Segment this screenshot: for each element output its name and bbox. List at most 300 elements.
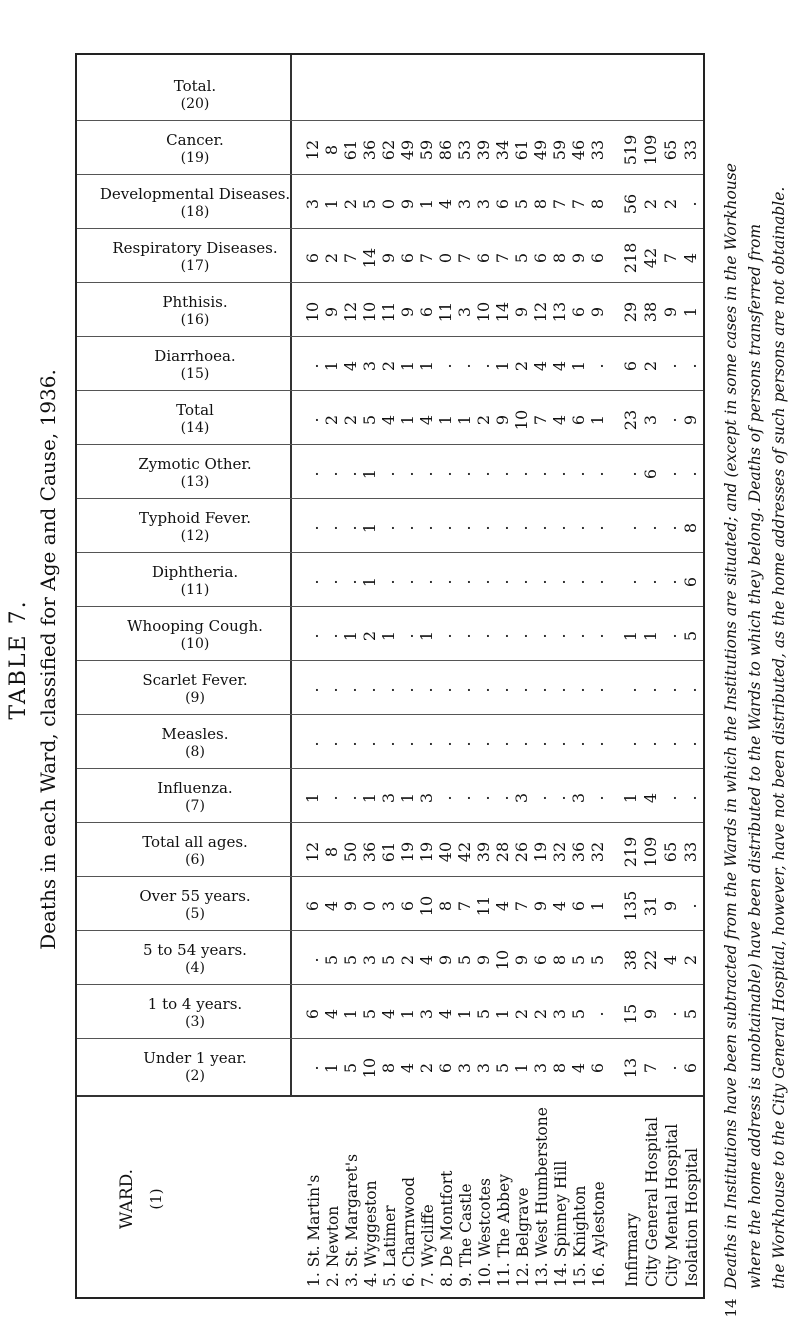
column-header	[83, 885, 288, 925]
table-cell: 4	[569, 1062, 588, 1074]
table-cell: 12	[531, 301, 550, 323]
table-cell: 6	[569, 900, 588, 912]
column-header-label: Whooping Cough.	[127, 617, 263, 635]
table-cell: 1	[322, 360, 341, 372]
table-cell: 0	[436, 252, 455, 264]
column-rule	[77, 390, 703, 391]
table-cell: 8	[322, 144, 341, 156]
column-header-text	[95, 401, 295, 437]
table-cell: 1	[322, 1062, 341, 1074]
column-header-text	[95, 509, 295, 545]
table-cell: .	[661, 363, 680, 369]
table-cell: 3	[417, 1008, 436, 1020]
table-cell: .	[569, 741, 588, 747]
table-cell: 1	[512, 1062, 531, 1074]
table-cell: 3	[550, 1008, 569, 1020]
column-rule	[77, 660, 703, 661]
table-cell: .	[550, 795, 569, 801]
table-cell: 6	[398, 252, 417, 264]
table-cell: .	[569, 579, 588, 585]
table-cell: .	[621, 579, 640, 585]
column-header-num: (5)	[185, 906, 205, 922]
table-cell: 4	[661, 954, 680, 966]
table-cell: 12	[303, 841, 322, 863]
table-cell: .	[512, 741, 531, 747]
table-cell: .	[681, 795, 700, 801]
table-cell: .	[398, 687, 417, 693]
table-cell: .	[379, 471, 398, 477]
table-cell: 10	[360, 301, 379, 323]
table-cell: .	[474, 579, 493, 585]
table-cell: 8	[588, 198, 607, 210]
table-cell: 3	[417, 792, 436, 804]
table-cell: 5	[681, 630, 700, 642]
table-cell: .	[341, 471, 360, 477]
table-cell: 36	[569, 841, 588, 863]
table-cell: 7	[417, 252, 436, 264]
table-cell: .	[681, 201, 700, 207]
column-header-text	[95, 347, 295, 383]
column-header-num: (16)	[180, 312, 210, 328]
table-cell: 4	[379, 414, 398, 426]
table-cell: .	[493, 633, 512, 639]
table-cell: .	[569, 633, 588, 639]
table-cell: 8	[379, 1062, 398, 1074]
column-header-num: (14)	[180, 420, 210, 436]
column-header-num: (4)	[185, 960, 205, 976]
table-cell: 65	[661, 841, 680, 863]
table-cell: .	[436, 741, 455, 747]
table-cell: 4	[531, 360, 550, 372]
table-cell: 8	[550, 1062, 569, 1074]
table-cell: .	[531, 741, 550, 747]
column-rule	[77, 822, 703, 823]
table-cell: 6	[588, 252, 607, 264]
table-cell: 6	[588, 1062, 607, 1074]
row-label: 6. Charnwood	[400, 1176, 418, 1287]
column-header-label: 1 to 4 years.	[147, 995, 243, 1013]
table-cell: .	[303, 633, 322, 639]
table-cell: .	[621, 525, 640, 531]
table-cell: .	[398, 579, 417, 585]
table-cell: 9	[379, 252, 398, 264]
column-header-num: (7)	[185, 798, 205, 814]
table-cell: .	[322, 579, 341, 585]
table-cell: 4	[398, 1062, 417, 1074]
column-header-label: Total	[176, 401, 214, 419]
table-cell: .	[531, 795, 550, 801]
column-header-num: (18)	[180, 204, 210, 220]
table-cell: .	[588, 741, 607, 747]
table-cell: .	[512, 579, 531, 585]
table-cell: 33	[588, 139, 607, 161]
table-cell: 8	[681, 522, 700, 534]
table-cell: .	[493, 525, 512, 531]
table-cell: 61	[512, 139, 531, 161]
table-cell: .	[303, 417, 322, 423]
table-cell: .	[569, 687, 588, 693]
column-header	[83, 453, 288, 493]
table-cell: .	[681, 741, 700, 747]
table-cell: .	[303, 1065, 322, 1071]
table-cell: .	[512, 525, 531, 531]
table-cell: 5	[569, 1008, 588, 1020]
table-cell: 9	[661, 306, 680, 318]
row-label: City Mental Hospital	[663, 1123, 681, 1287]
table-cell: 65	[661, 139, 680, 161]
table-cell: .	[379, 579, 398, 585]
column-rule	[77, 714, 703, 715]
table-cell: .	[681, 903, 700, 909]
table-cell: .	[417, 579, 436, 585]
row-label: 14. Spinney Hill	[552, 1160, 570, 1287]
table-cell: .	[588, 633, 607, 639]
table-cell: 61	[341, 139, 360, 161]
table-cell: 19	[417, 841, 436, 863]
table-cell: 8	[550, 954, 569, 966]
table-cell: .	[379, 687, 398, 693]
table-cell: .	[360, 687, 379, 693]
table-cell: 1	[641, 630, 660, 642]
table-cell: 1	[360, 576, 379, 588]
table-cell: 7	[531, 414, 550, 426]
column-header	[83, 75, 288, 115]
column-rule	[77, 336, 703, 337]
row-label: 13. West Humberstone	[533, 1107, 551, 1287]
column-header	[83, 723, 288, 763]
table-cell: 56	[621, 193, 640, 215]
table-cell: 2	[661, 198, 680, 210]
table-cell: 2	[512, 1008, 531, 1020]
table-cell: 4	[550, 360, 569, 372]
table-cell: .	[493, 579, 512, 585]
table-cell: 6	[641, 468, 660, 480]
table-cell: .	[341, 525, 360, 531]
table-cell: .	[661, 525, 680, 531]
table-cell: 6	[681, 576, 700, 588]
table-cell: 3	[379, 792, 398, 804]
table-cell: .	[588, 525, 607, 531]
table-cell: 36	[360, 841, 379, 863]
table-cell: 1	[588, 900, 607, 912]
column-header-num: (9)	[185, 690, 205, 706]
table-cell: 5	[493, 1062, 512, 1074]
table-cell: .	[322, 471, 341, 477]
column-rule	[77, 552, 703, 553]
row-label: Infirmary	[623, 1213, 641, 1287]
table-cell: 1	[436, 414, 455, 426]
table-cell: .	[588, 471, 607, 477]
table-cell: 49	[531, 139, 550, 161]
row-label: 12. Belgrave	[514, 1187, 532, 1287]
table-cell: .	[303, 957, 322, 963]
column-rule	[77, 228, 703, 229]
table-cell: 26	[512, 841, 531, 863]
column-header-num: (15)	[180, 366, 210, 382]
table-cell: 42	[455, 841, 474, 863]
table-cell: 109	[641, 134, 660, 166]
table-cell: .	[436, 633, 455, 639]
ward-header-label: WARD.	[117, 1168, 137, 1230]
table-cell: .	[550, 741, 569, 747]
table-cell: 8	[322, 846, 341, 858]
column-header-text	[95, 779, 295, 815]
table-cell: 218	[621, 242, 640, 274]
table-cell: 1	[398, 792, 417, 804]
column-header-text	[95, 239, 295, 275]
table-cell: 13	[621, 1057, 640, 1079]
table-cell: 31	[641, 895, 660, 917]
table-cell: .	[641, 525, 660, 531]
column-header-label: Developmental Diseases.	[99, 185, 291, 203]
table-cell: .	[474, 471, 493, 477]
table-cell: 4	[417, 414, 436, 426]
table-cell: 219	[621, 836, 640, 868]
table-cell: .	[455, 471, 474, 477]
table-cell: 33	[681, 841, 700, 863]
table-cell: .	[493, 795, 512, 801]
table-cell: 5	[341, 954, 360, 966]
column-header-label: Cancer.	[166, 131, 224, 149]
table-cell: .	[661, 633, 680, 639]
table-cell: 6	[621, 360, 640, 372]
table-cell: .	[341, 579, 360, 585]
column-header	[83, 291, 288, 331]
table-cell: 8	[550, 252, 569, 264]
column-header	[83, 615, 288, 655]
column-header	[83, 939, 288, 979]
column-header-num: (17)	[180, 258, 210, 274]
table-cell: .	[436, 525, 455, 531]
table-cell: .	[531, 633, 550, 639]
table-cell: 109	[641, 836, 660, 868]
table-cell: .	[569, 471, 588, 477]
column-rule	[77, 984, 703, 985]
table-cell: .	[303, 579, 322, 585]
table-cell: 5	[322, 954, 341, 966]
column-header	[83, 669, 288, 709]
table-cell: 4	[341, 360, 360, 372]
table-cell: .	[455, 525, 474, 531]
table-cell: .	[436, 471, 455, 477]
table-cell: 5	[588, 954, 607, 966]
table-cell: 5	[455, 954, 474, 966]
table-cell: 7	[641, 1062, 660, 1074]
column-header-text	[95, 725, 295, 761]
ward-header-num: (1)	[147, 1188, 165, 1210]
table-cell: 46	[569, 139, 588, 161]
table-cell: 59	[417, 139, 436, 161]
table-cell: 1	[398, 1008, 417, 1020]
table-cell: .	[474, 741, 493, 747]
column-header-label: Over 55 years.	[139, 887, 251, 905]
table-cell: 6	[398, 900, 417, 912]
table-cell: 14	[493, 301, 512, 323]
table-cell: .	[303, 525, 322, 531]
row-label: 2. Newton	[324, 1205, 342, 1287]
table-cell: 11	[474, 895, 493, 917]
row-label: 3. St. Margaret's	[343, 1153, 361, 1287]
column-header-text	[95, 833, 295, 869]
table-cell: .	[661, 741, 680, 747]
column-header	[83, 831, 288, 871]
table-cell: 4	[550, 414, 569, 426]
table-cell: .	[398, 471, 417, 477]
column-header	[83, 399, 288, 439]
table-cell: 3	[531, 1062, 550, 1074]
table-cell: .	[398, 633, 417, 639]
table-cell: 519	[621, 134, 640, 166]
table-cell: .	[621, 687, 640, 693]
table-cell: 6	[417, 306, 436, 318]
table-cell: 33	[681, 139, 700, 161]
table-cell: 1	[360, 792, 379, 804]
table-cell: .	[322, 633, 341, 639]
row-label: 7. Wycliffe	[419, 1204, 437, 1287]
table-cell: .	[550, 633, 569, 639]
table-cell: 4	[379, 1008, 398, 1020]
table-cell: .	[621, 741, 640, 747]
column-header-label: Influenza.	[157, 779, 233, 797]
table-cell: 1	[681, 306, 700, 318]
table-cell: 2	[360, 630, 379, 642]
table-cell: 23	[621, 409, 640, 431]
column-header-label: 5 to 54 years.	[143, 941, 247, 959]
column-header-label: Typhoid Fever.	[138, 509, 252, 527]
column-rule	[77, 768, 703, 769]
table-cell: 3	[360, 954, 379, 966]
table-cell: 7	[569, 198, 588, 210]
table-cell: 50	[341, 841, 360, 863]
table-cell: 135	[621, 890, 640, 922]
table-cell: 9	[681, 414, 700, 426]
table-cell: .	[455, 363, 474, 369]
table-cell: 6	[303, 1008, 322, 1020]
column-header-label: Diarrhoea.	[154, 347, 236, 365]
column-rule	[77, 1038, 703, 1039]
footnote-line: Deaths in Institutions have been subtracted from the Wards in which the Institutions are situated; and (except in some cases in the Workhouse	[722, 163, 740, 1289]
table-cell: 4	[550, 900, 569, 912]
table-cell: 10	[493, 949, 512, 971]
table-cell: .	[360, 741, 379, 747]
table-cell: 6	[474, 252, 493, 264]
table-cell: 12	[341, 301, 360, 323]
table-cell: 11	[379, 301, 398, 323]
table-cell: 6	[531, 954, 550, 966]
table-cell: 9	[322, 306, 341, 318]
column-header	[83, 345, 288, 385]
table-cell: 29	[621, 301, 640, 323]
table-cell: 1	[360, 468, 379, 480]
table-cell: 3	[360, 360, 379, 372]
column-header-num: (3)	[185, 1014, 205, 1030]
column-header-num: (10)	[180, 636, 210, 652]
column-header-num: (20)	[180, 96, 210, 112]
table-cell: 7	[455, 900, 474, 912]
column-header-label: Total.	[173, 77, 217, 95]
table-cell: 36	[360, 139, 379, 161]
table-cell: 9	[569, 252, 588, 264]
table-number: TABLE 7.	[6, 599, 31, 720]
table-cell: .	[588, 687, 607, 693]
table-cell: .	[436, 687, 455, 693]
table-cell: 1	[398, 360, 417, 372]
table-cell: .	[641, 687, 660, 693]
column-rule	[77, 606, 703, 607]
column-header-label: Diphtheria.	[151, 563, 239, 581]
table-cell: 9	[341, 900, 360, 912]
table-cell: 2	[322, 252, 341, 264]
table-cell: .	[417, 741, 436, 747]
table-cell: 32	[588, 841, 607, 863]
table-cell: 9	[493, 414, 512, 426]
table-cell: .	[341, 687, 360, 693]
table-cell: 8	[436, 900, 455, 912]
table-cell: 1	[398, 414, 417, 426]
row-label: 9. The Castle	[457, 1183, 475, 1287]
table-cell: 3	[455, 1062, 474, 1074]
table-cell: .	[681, 363, 700, 369]
table-cell: .	[681, 471, 700, 477]
table-cell: .	[550, 687, 569, 693]
row-label: 16. Aylestone	[590, 1181, 608, 1287]
column-header-num: (11)	[180, 582, 210, 598]
column-header-text	[95, 563, 295, 599]
table-cell: .	[379, 525, 398, 531]
page-number: 14	[722, 1298, 740, 1318]
table-cell: 1	[493, 360, 512, 372]
table-cell: .	[512, 471, 531, 477]
table-cell: 49	[398, 139, 417, 161]
table-cell: 1	[417, 360, 436, 372]
column-header	[83, 507, 288, 547]
table-cell: 14	[360, 247, 379, 269]
table-cell: 7	[512, 900, 531, 912]
table-cell: 2	[681, 954, 700, 966]
column-header-text	[95, 671, 295, 707]
table-cell: .	[621, 471, 640, 477]
column-rule	[77, 444, 703, 445]
table-cell: 6	[493, 198, 512, 210]
table-cell: .	[512, 633, 531, 639]
column-rule	[77, 174, 703, 175]
table-cell: .	[661, 417, 680, 423]
table-cell: .	[436, 363, 455, 369]
table-cell: 1	[455, 414, 474, 426]
table-cell: 9	[398, 306, 417, 318]
table-cell: .	[455, 633, 474, 639]
column-header-num: (8)	[185, 744, 205, 760]
table-cell: .	[493, 471, 512, 477]
ward-divider	[77, 1096, 703, 1098]
table-cell: .	[322, 687, 341, 693]
column-header	[83, 1047, 288, 1087]
table-cell: 7	[550, 198, 569, 210]
table-cell: 5	[474, 1008, 493, 1020]
table-cell: 2	[322, 414, 341, 426]
table-cell: .	[436, 795, 455, 801]
table-cell: 5	[569, 954, 588, 966]
table-cell: 40	[436, 841, 455, 863]
table-cell: 3	[455, 306, 474, 318]
table-cell: 2	[398, 954, 417, 966]
table-cell: .	[661, 687, 680, 693]
table-cell: 2	[512, 360, 531, 372]
table-cell: .	[493, 741, 512, 747]
table-cell: 9	[512, 306, 531, 318]
table-cell: 5	[360, 198, 379, 210]
table-cell: .	[417, 471, 436, 477]
